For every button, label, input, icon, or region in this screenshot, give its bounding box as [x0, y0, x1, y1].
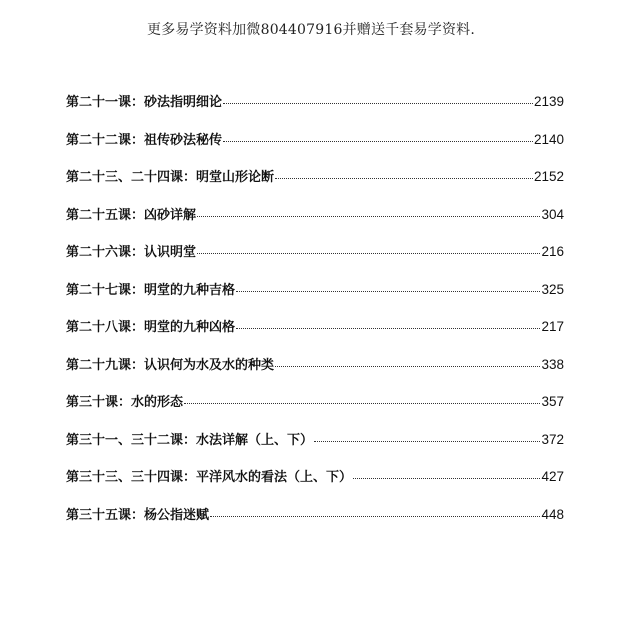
toc-entry-title: 第二十五课：凶砂详解 — [66, 207, 197, 223]
toc-entry-page: 325 — [541, 281, 564, 297]
toc-leader-dots — [314, 440, 540, 442]
toc-entry-title: 第三十课：水的形态 — [66, 395, 184, 410]
toc-entry-page: 357 — [541, 394, 564, 409]
toc-leader-dots — [223, 140, 533, 142]
toc-entry-page: 372 — [541, 431, 564, 447]
toc-leader-dots — [197, 252, 540, 254]
toc-entry[interactable] — [66, 357, 564, 395]
toc-entry[interactable] — [66, 507, 564, 545]
toc-entry[interactable] — [66, 207, 564, 245]
toc-leader-dots — [184, 402, 540, 404]
toc-entry[interactable] — [66, 282, 564, 320]
page-header: 更多易学资料加微804407916并赠送千套易学资料. — [146, 22, 475, 38]
toc-entry-title: 第二十八课：明堂的九种凶格 — [66, 320, 236, 335]
toc-entry[interactable] — [66, 394, 564, 432]
toc-entry-title: 第二十一课：砂法指明细论 — [66, 95, 223, 110]
toc-entry-page: 2139 — [533, 94, 564, 109]
toc-entry-page: 2152 — [533, 169, 564, 184]
toc-entry-title: 第二十二课：祖传砂法秘传 — [66, 132, 223, 148]
toc-leader-dots — [353, 477, 540, 479]
toc-entry-title: 第三十一、三十二课：水法详解（上、下） — [66, 432, 314, 448]
toc-entry-title: 第二十七课：明堂的九种吉格 — [66, 282, 236, 298]
toc-leader-dots — [223, 102, 533, 104]
toc-entry[interactable] — [66, 319, 564, 357]
toc-entry-title: 第二十六课：认识明堂 — [66, 245, 197, 260]
toc-entry-title: 第二十九课：认识何为水及水的种类 — [66, 357, 275, 373]
toc-entry[interactable] — [66, 469, 564, 507]
toc-entry-page: 448 — [541, 506, 564, 522]
toc-entry-title: 第二十三、二十四课：明堂山形论断 — [66, 170, 275, 185]
toc-leader-dots — [236, 327, 540, 329]
toc-entry[interactable] — [66, 432, 564, 470]
toc-entry-page: 217 — [541, 319, 564, 334]
table-of-contents — [66, 94, 564, 544]
toc-entry[interactable] — [66, 132, 564, 170]
toc-leader-dots — [275, 177, 533, 179]
toc-leader-dots — [197, 215, 540, 217]
toc-entry-page: 338 — [541, 356, 564, 372]
toc-leader-dots — [210, 515, 540, 517]
toc-entry-page: 427 — [541, 469, 564, 484]
toc-entry[interactable] — [66, 169, 564, 207]
toc-entry-page: 216 — [541, 244, 564, 259]
toc-entry-page: 304 — [541, 206, 564, 222]
toc-leader-dots — [236, 290, 540, 292]
toc-entry-title: 第三十三、三十四课：平洋风水的看法（上、下） — [66, 470, 353, 485]
toc-leader-dots — [275, 365, 540, 367]
toc-entry-title: 第三十五课：杨公指迷赋 — [66, 507, 210, 523]
toc-entry[interactable] — [66, 244, 564, 282]
toc-entry[interactable] — [66, 94, 564, 132]
toc-entry-page: 2140 — [533, 131, 564, 147]
